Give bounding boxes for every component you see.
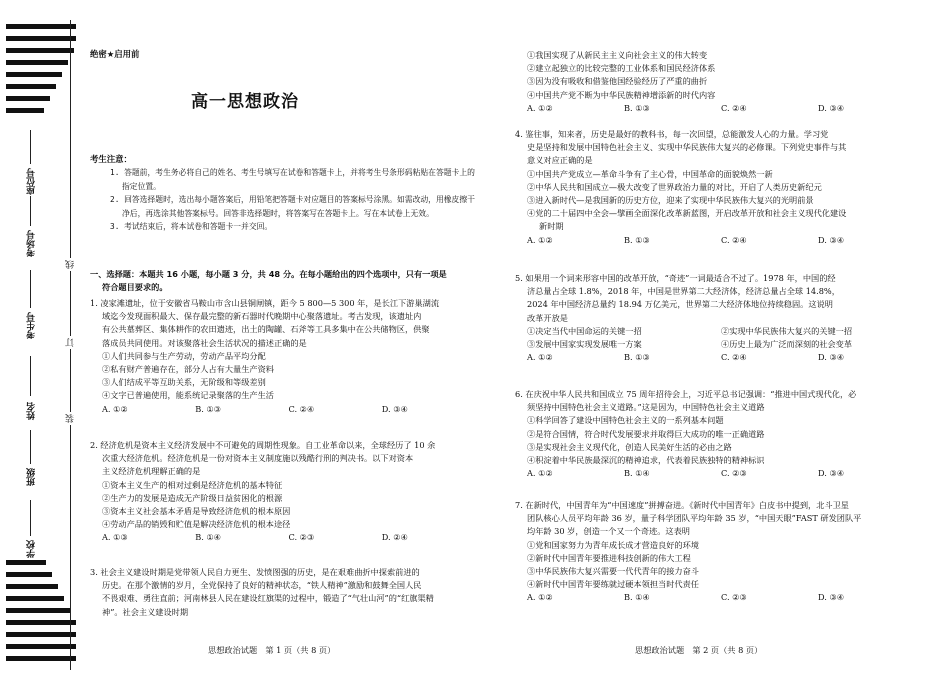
question-stem: 有公共墓葬区、集体耕作的农田遗迹，出土的陶罐、石斧等工具多集中在公共储物区，供聚 xyxy=(102,324,430,335)
page-footer: 思想政治试题 第 1 页（共 8 页） xyxy=(208,645,336,655)
question-stem: 1. 凌家滩遗址，位于安徽省马鞍山市含山县铜闸镇，距今 5 800—5 300 年，是长江下游巢湖流 xyxy=(90,298,440,308)
question-7 xyxy=(515,499,915,605)
notice-heading: 考生注意： xyxy=(90,154,132,164)
option: ①决定当代中国命运的关键一招 xyxy=(527,325,642,336)
option: ①党和国家努力为青年成长成才营造良好的环境 xyxy=(527,539,699,550)
question-stem: 改革开放是 xyxy=(527,312,568,323)
answer-choices xyxy=(515,467,915,480)
answer-choices xyxy=(515,234,915,247)
answer-choices xyxy=(515,591,915,604)
binding-stripe xyxy=(6,656,76,661)
cut-mark-staple: 装 xyxy=(66,414,76,423)
question-4 xyxy=(515,128,915,247)
notice-list xyxy=(110,166,480,234)
question-stem: 域迄今发现面积最大、保存最完整的新石器时代晚期中心聚落遗址。考古发现，该遗址内 xyxy=(102,311,422,322)
option: ③资本主义社会基本矛盾是导致经济危机的根本原因 xyxy=(102,506,291,517)
field-rule xyxy=(30,270,31,308)
binding-stripe xyxy=(6,584,58,589)
binding-stripe xyxy=(6,572,52,577)
choice-d: D. ②④ xyxy=(381,532,408,543)
choice-a: A. ①② xyxy=(527,352,553,363)
choice-c: C. ②③ xyxy=(288,532,315,543)
notice-item: 1. 答题前，考生务必将自己的姓名、考生号填写在试卷和答题卡上，并将考生号条形码粘贴在答题卡上的指定位置。 xyxy=(110,168,475,191)
binding-stripe xyxy=(6,620,76,625)
question-2 xyxy=(90,439,475,545)
question-stem: 均年龄 30 岁，创造一个又一个奇迹。这表明 xyxy=(527,526,690,537)
binding-stripe xyxy=(6,48,74,53)
question-stem: 3. 社会主义建设时期是党带领人民自力更生、发愤图强的历史，是在艰难曲折中探索前进的 xyxy=(90,567,420,577)
option: ③是实现社会主义现代化，创造人民美好生活的必由之路 xyxy=(527,441,732,452)
option: ③人们结成平等互助关系，无阶级和等级差别 xyxy=(102,377,266,388)
question-5 xyxy=(515,272,915,364)
option: ③进入新时代—是我国新的历史方位，迎来了实现中华民族伟大复兴的光明前景 xyxy=(527,195,814,206)
choice-b: B. ①④ xyxy=(624,468,650,479)
choice-b: B. ①③ xyxy=(624,234,650,245)
choice-c: C. ②③ xyxy=(721,592,747,603)
question-stem: 济总量占全球 1.8%，2018 年，中国是世界第二大经济体，经济总量占全球 14.8%， xyxy=(527,286,840,297)
school-label: 学校 xyxy=(27,540,37,558)
cut-mark-line: 线 xyxy=(66,260,76,269)
question-stem: 主义经济危机理解正确的是 xyxy=(102,466,201,477)
binding-stripe xyxy=(6,632,76,637)
section-heading-line: 一、选择题：本题共 16 小题，每小题 3 分，共 48 分。在每小题给出的四个选项中，只有一项是 xyxy=(90,269,447,279)
question-3 xyxy=(90,566,475,619)
choice-b: B. ①③ xyxy=(195,403,222,414)
option: ①我国实现了从新民主主义向社会主义的伟大转变 xyxy=(527,50,708,60)
question-stem: 不畏艰难、勇往直前；河南林县人民在建设红旗渠的过程中，锻造了“气壮山河”的“红旗渠精 xyxy=(102,593,434,604)
option: ①科学回答了建设中国特色社会主义的一系列基本问题 xyxy=(527,415,724,426)
question-stem: 7. 在新时代，中国青年为“中国速度”拼搏奋进。《新时代中国青年》白皮书中提到，北斗卫星 xyxy=(515,500,849,510)
binding-stripe xyxy=(6,72,62,77)
question-stem: 须坚持中国特色社会主义道路。”这是因为，中国特色社会主义道路 xyxy=(527,402,765,413)
option-row xyxy=(515,325,915,338)
option: ②建立起独立的比较完整的工业体系和国民经济体系 xyxy=(527,63,716,74)
option: ③因为没有吸收和借鉴他国经验经历了严重的曲折 xyxy=(527,76,708,87)
field-rule xyxy=(30,130,31,164)
binding-stripe xyxy=(6,24,76,29)
field-rule xyxy=(30,500,31,536)
question-stem: 神”。社会主义建设时期 xyxy=(102,606,189,617)
option: ③中华民族伟大复兴需要一代代青年的接力奋斗 xyxy=(527,566,699,577)
binding-stripe xyxy=(6,108,44,113)
name-label: 姓名 xyxy=(27,402,37,420)
answer-choices xyxy=(90,531,475,544)
option: ②生产力的发展是造成无产阶级日益贫困化的根源 xyxy=(102,492,283,503)
option: ④积淀着中华民族最深沉的精神追求，代表着民族独特的精神标识 xyxy=(527,455,765,466)
question-stem: 历史。在那个激情的岁月，全党保持了良好的精神状态，“铁人精神”激励和鼓舞全国人民 xyxy=(102,580,422,591)
question-stem: 次重大经济危机。经济危机是一份对资本主义制度施以残酷行刑的判决书。以下对资本 xyxy=(102,453,414,464)
binding-stripe xyxy=(6,608,70,613)
binding-stripe xyxy=(6,60,68,65)
question-stem: 意义对应正确的是 xyxy=(527,155,593,166)
field-rule xyxy=(30,356,31,396)
choice-c: C. ②④ xyxy=(721,102,747,113)
question-stem: 2. 经济危机是资本主义经济发展中不可避免的周期性现象。自工业革命以来，全球经历了 10 余 xyxy=(90,440,436,450)
choice-d: D. ③④ xyxy=(818,592,845,603)
binding-stripe xyxy=(6,84,56,89)
notice-item: 3. 考试结束后，将本试卷和答题卡一并交回。 xyxy=(110,222,273,232)
binding-stripe xyxy=(6,644,76,649)
option: 新时期 xyxy=(539,221,564,232)
notice-item: 2. 回答选择题时，选出每小题答案后，用铅笔把答题卡对应题目的答案标号涂黑。如需改动，用橡皮擦干净后，再选涂其他答案标号。回答非选择题时，将答案写在答题卡上。写在本试卷上无效。 xyxy=(110,195,475,218)
confidential-mark: 绝密★启用前 xyxy=(90,49,140,59)
choice-d: D. ③④ xyxy=(818,102,845,113)
class-label: 班级 xyxy=(27,468,37,486)
option: ②中华人民共和国成立—极大改变了世界政治力量的对比，开启了人类历史新纪元 xyxy=(527,181,822,192)
question-stem: 团队核心人员平均年龄 36 岁，量子科学团队平均年龄 35 岁，“中国天眼”FAST 研发团队平 xyxy=(527,513,862,524)
choice-d: D. ③④ xyxy=(818,352,845,363)
question-1 xyxy=(90,297,475,416)
choice-b: B. ①③ xyxy=(624,352,650,363)
option: ④历史上最为广泛而深刻的社会变革 xyxy=(721,339,853,350)
field-rule xyxy=(30,430,31,464)
exam-title: 高一思想政治 xyxy=(191,92,299,112)
binding-stripe xyxy=(6,560,46,565)
field-rule xyxy=(30,196,31,226)
option: ④中国共产党不断为中华民族精神增添新的时代内容 xyxy=(527,89,716,100)
option: ①人们共同参与生产劳动，劳动产品平均分配 xyxy=(102,350,266,361)
choice-a: A. ①② xyxy=(527,234,553,245)
option-row xyxy=(515,338,915,351)
binding-stripe xyxy=(6,96,50,101)
binding-stripe xyxy=(6,596,64,601)
answer-choices xyxy=(515,102,915,115)
exam-room-label: 考场号 xyxy=(27,230,37,257)
choice-b: B. ①④ xyxy=(195,532,222,543)
choice-c: C. ②④ xyxy=(721,234,747,245)
choice-b: B. ①③ xyxy=(624,102,650,113)
answer-choices xyxy=(515,351,915,364)
option: ④劳动产品的销毁和贮值是解决经济危机的根本途径 xyxy=(102,519,291,530)
section-heading-line: 符合题目要求的。 xyxy=(102,282,168,293)
option: ②实现中华民族伟大复兴的关键一招 xyxy=(721,325,853,336)
option: ②私有财产普遍存在，部分人占有大量生产资料 xyxy=(102,364,274,375)
option: ①资本主义生产的相对过剩是经济危机的基本特征 xyxy=(102,479,283,490)
question-3-continued xyxy=(515,49,915,115)
option: ①中国共产党成立—革命斗争有了主心骨，中国革命的面貌焕然一新 xyxy=(527,168,773,179)
section-heading xyxy=(90,268,475,295)
seat-number-label: 座位号 xyxy=(27,168,37,195)
binding-strip xyxy=(0,0,86,688)
choice-c: C. ②④ xyxy=(721,352,747,363)
choice-d: D. ③④ xyxy=(818,234,845,245)
question-stem: 4. 鉴往事，知来者，历史是最好的教科书，每一次回望，总能激发人心的力量。学习党 xyxy=(515,129,829,139)
choice-a: A. ①② xyxy=(527,592,553,603)
choice-d: D. ③④ xyxy=(818,468,845,479)
cut-mark-bind: 订 xyxy=(66,338,76,347)
question-stem: 2024 年中国经济总量约 18.94 万亿美元，世界第二大经济体地位持续稳固。这说明 xyxy=(527,299,833,310)
option: ④党的二十届四中全会—擘画全面深化改革新蓝图，开启改革开放和社会主义现代化建设 xyxy=(527,208,847,219)
choice-c: C. ②④ xyxy=(288,403,315,414)
option: ②是符合国情，符合时代发展要求并取得巨大成功的唯一正确道路 xyxy=(527,428,765,439)
choice-a: A. ①② xyxy=(527,468,553,479)
choice-a: A. ①② xyxy=(527,102,553,113)
choice-d: D. ③④ xyxy=(381,403,408,414)
question-stem: 落成员共同使用。对该聚落社会生活状况的描述正确的是 xyxy=(102,337,307,348)
page-footer: 思想政治试题 第 2 页（共 8 页） xyxy=(635,645,763,655)
option: ②新时代中国青年要推进科技创新的伟大工程 xyxy=(527,552,691,563)
question-stem: 6. 在庆祝中华人民共和国成立 75 周年招待会上，习近平总书记强调：“推进中国式现代化，必 xyxy=(515,389,857,399)
student-number-label: 考生号 xyxy=(27,312,37,339)
binding-stripe xyxy=(6,36,76,41)
choice-a: A. ①② xyxy=(102,403,128,414)
option: ③发展中国家实现发展唯一方案 xyxy=(527,339,642,350)
choice-a: A. ①③ xyxy=(102,532,128,543)
answer-choices xyxy=(90,403,475,416)
option: ④新时代中国青年要练就过硬本领担当时代责任 xyxy=(527,579,699,590)
choice-c: C. ②③ xyxy=(721,468,747,479)
option: ④文字已普遍使用，能系统记录聚落的生产生活 xyxy=(102,390,274,401)
question-stem: 5. 如果用一个词来形容中国的改革开放，“奇迹”一词最适合不过了。1978 年，中国的经 xyxy=(515,273,836,283)
question-stem: 史是坚持和发展中国特色社会主义、实现中华民族伟大复兴的必修课。下列党史事件与其 xyxy=(527,142,847,153)
choice-b: B. ①④ xyxy=(624,592,650,603)
question-6 xyxy=(515,388,915,480)
